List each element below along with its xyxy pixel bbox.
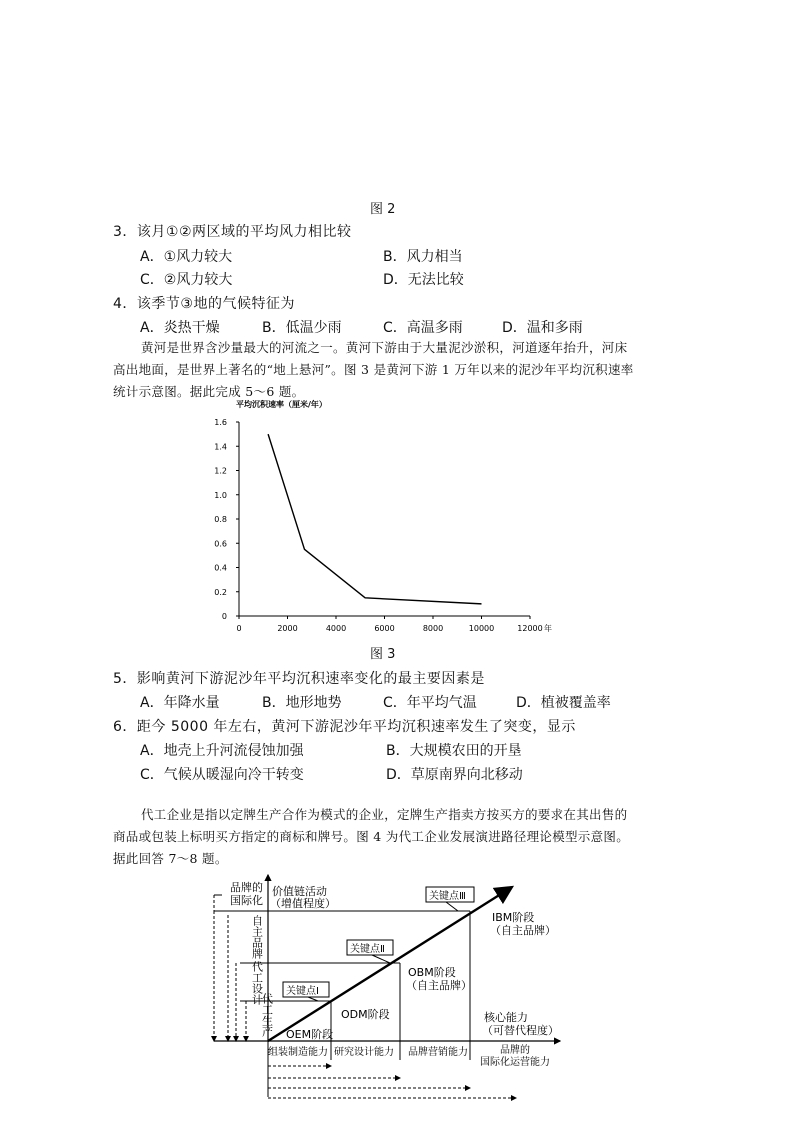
x-axis-unit: 年 <box>544 624 552 633</box>
q4-option-c: C．高温多雨 <box>383 320 463 336</box>
x-tick-label: 2000 <box>277 624 298 633</box>
brand-intl-label: 国际化 <box>230 894 263 907</box>
bottom-label-marketing: 品牌营销能力 <box>408 1047 468 1058</box>
odm-stage-label: ODM阶段 <box>341 1008 390 1021</box>
passage-oem <box>113 804 713 870</box>
q6-option-b: B．大规模农田的开垦 <box>386 743 522 759</box>
core-capability-label: （可替代程度） <box>482 1024 559 1037</box>
x-tick-label: 6000 <box>374 624 395 633</box>
q5-option-b: B．地形地势 <box>262 695 342 711</box>
passage-line: 黄河是世界含沙量最大的河流之一。黄河下游由于大量泥沙淤积，河道逐年抬升，河床 <box>141 340 628 355</box>
key-point-2 <box>347 940 393 963</box>
obm-stage-label: （自主品牌） <box>406 979 472 992</box>
figure-2-caption: 图 2 <box>370 202 396 217</box>
oem-production-vertical-label: 代工生产 <box>260 993 274 1037</box>
value-chain-label: （增值程度） <box>270 897 336 910</box>
series-line <box>268 434 481 604</box>
bottom-label-intl: 国际化运营能力 <box>480 1057 550 1068</box>
ibm-stage-label: （自主品牌） <box>490 924 556 937</box>
figure-3-caption: 图 3 <box>370 647 396 662</box>
q5-option-a: A．年降水量 <box>140 695 220 711</box>
x-tick-label: 0 <box>236 624 242 633</box>
figure-3-line-chart <box>200 398 580 640</box>
value-chain-label: 价值链活动 <box>272 885 327 898</box>
passage-line: 代工企业是指以定牌生产合作为模式的企业，定牌生产指卖方按买方的要求在其出售的 <box>141 807 628 822</box>
question-6-stem: 6．距今 5000 年左右，黄河下游泥沙年平均沉积速率发生了突变，显示 <box>113 719 576 735</box>
oem-stage-label: OEM阶段 <box>286 1028 334 1041</box>
y-tick-label: 1.0 <box>214 490 227 500</box>
svg-text:关键点Ⅱ: 关键点Ⅱ <box>350 944 385 955</box>
q4-option-a: A．炎热干燥 <box>140 320 220 336</box>
chart-title: 平均沉积速率（厘米/年） <box>236 400 327 409</box>
bottom-label-assembly: 组装制造能力 <box>268 1047 328 1058</box>
passage-line: 据此回答 7～8 题。 <box>113 851 228 866</box>
q4-option-d: D．温和多雨 <box>502 320 583 336</box>
q6-option-a: A．地壳上升河流侵蚀加强 <box>140 743 304 759</box>
y-tick-label: 0 <box>221 612 227 621</box>
passage-yellow-river <box>113 337 713 403</box>
y-tick-label: 1.2 <box>214 466 227 476</box>
q6-option-d: D．草原南界向北移动 <box>386 767 523 783</box>
y-tick-label: 1.6 <box>214 418 227 427</box>
own-brand-vertical-label: 自主品牌 <box>250 915 264 959</box>
question-4-stem: 4．该季节③地的气候特征为 <box>113 296 295 312</box>
x-tick-label: 4000 <box>325 624 347 633</box>
core-capability-label: 核心能力 <box>484 1011 528 1024</box>
q5-option-d: D．植被覆盖率 <box>516 695 611 711</box>
y-tick-label: 0.4 <box>214 563 227 573</box>
question-5-stem: 5．影响黄河下游泥沙年平均沉积速率变化的最主要因素是 <box>113 671 485 687</box>
x-tick-label: 12000 <box>517 624 543 633</box>
obm-stage-label: OBM阶段 <box>408 966 456 979</box>
x-tick-label: 8000 <box>422 624 444 633</box>
question-3-stem: 3．该月①②两区域的平均风力相比较 <box>113 224 352 240</box>
y-tick-label: 1.4 <box>214 442 227 452</box>
key-point-3 <box>426 887 474 911</box>
passage-line: 商品或包装上标明买方指定的商标和牌号。图 4 为代工企业发展演进路径理论模型示意图。 <box>113 829 630 844</box>
passage-line: 统计示意图。据此完成 5～6 题。 <box>113 384 305 399</box>
bottom-label-research: 研究设计能力 <box>334 1047 394 1058</box>
q3-option-d: D．无法比较 <box>383 272 464 288</box>
svg-text:关键点Ⅰ: 关键点Ⅰ <box>286 986 319 997</box>
ibm-stage-label: IBM阶段 <box>492 911 535 924</box>
svg-text:关键点Ⅲ: 关键点Ⅲ <box>429 891 466 902</box>
bottom-label-intl: 品牌的 <box>500 1045 530 1056</box>
development-path-arrow <box>268 887 512 1041</box>
q3-option-c: C．②风力较大 <box>140 272 233 288</box>
y-tick-label: 0.6 <box>214 539 227 549</box>
oem-design-vertical-label: 代工设计 <box>250 961 264 1005</box>
q4-option-b: B．低温少雨 <box>262 320 342 336</box>
q3-option-a: A．①风力较大 <box>140 249 233 265</box>
q3-option-b: B．风力相当 <box>383 249 463 265</box>
brand-intl-label: 品牌的 <box>230 881 263 894</box>
x-tick-label: 10000 <box>468 624 495 633</box>
q5-option-c: C．年平均气温 <box>383 695 477 711</box>
figure-4-diagram <box>200 865 600 1110</box>
q6-option-c: C．气候从暖湿向冷干转变 <box>140 767 304 783</box>
y-tick-label: 0.8 <box>214 515 227 524</box>
passage-line: 高出地面，是世界上著名的“地上悬河”。图 3 是黄河下游 1 万年以来的泥沙年平均沉积速率 <box>113 362 634 377</box>
y-tick-label: 0.2 <box>214 587 227 597</box>
key-point-1 <box>283 982 329 1001</box>
